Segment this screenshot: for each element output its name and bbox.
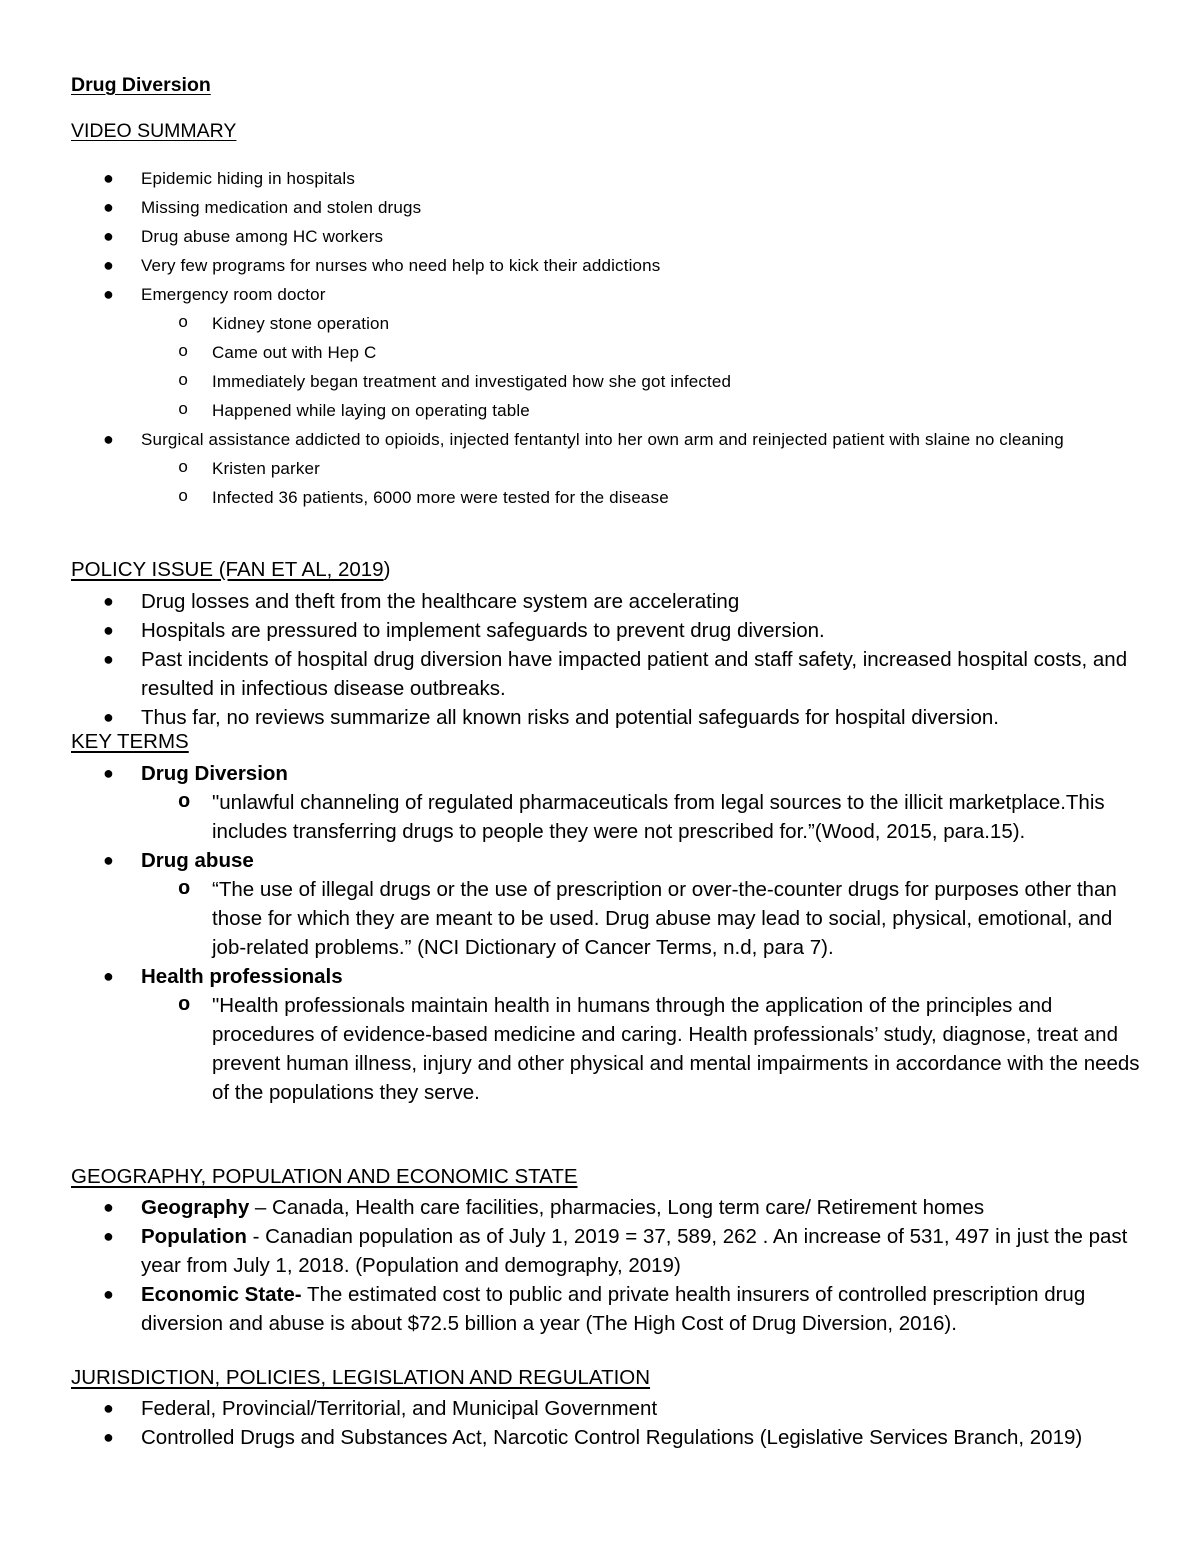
policy-issue-heading: POLICY ISSUE (FAN ET AL, 2019)	[71, 558, 391, 581]
jurisdiction-list	[71, 1394, 1141, 1452]
list-item: ● Missing medication and stolen drugs	[71, 193, 1141, 222]
circle-bullet-icon: o	[178, 372, 189, 391]
list-item: ● Surgical assistance addicted to opioids, injected fentantyl into her own arm and reinjected patient with slaine no cleaning	[71, 425, 1141, 454]
bullet-icon: ●	[103, 1284, 114, 1304]
list-item: ● Controlled Drugs and Substances Act, Narcotic Control Regulations (Legislative Services Branch, 2019)	[71, 1423, 1141, 1452]
document-title: Drug Diversion	[71, 74, 211, 96]
sub-list-item: o Kidney stone operation	[71, 309, 1141, 338]
circle-bullet-icon: o	[178, 459, 189, 478]
bullet-icon: ●	[103, 284, 115, 304]
circle-bullet-icon: o	[178, 488, 189, 507]
bullet-icon: ●	[103, 649, 114, 669]
bullet-icon: ●	[103, 763, 114, 783]
list-item: ● Population - Canadian population as of July 1, 2019 = 37, 589, 262 . An increase of 531, 497 in just the past year from July 1, 2018. (Population and demography, 2019)	[71, 1222, 1141, 1280]
list-item: ● Epidemic hiding in hospitals	[71, 164, 1141, 193]
circle-bullet-icon: o	[178, 314, 189, 333]
list-item: ● Drug losses and theft from the healthcare system are accelerating	[71, 587, 1141, 616]
circle-bullet-icon: o	[178, 878, 191, 901]
list-item: ● Geography – Canada, Health care facilities, pharmacies, Long term care/ Retirement homes	[71, 1193, 1141, 1222]
geography-list	[71, 1193, 1141, 1338]
list-item: ● Hospitals are pressured to implement safeguards to prevent drug diversion.	[71, 616, 1141, 645]
term-item: ● Health professionals	[71, 962, 1141, 991]
bullet-icon: ●	[103, 1197, 114, 1217]
bullet-icon: ●	[103, 255, 115, 275]
bullet-icon: ●	[103, 226, 115, 246]
list-item: ● Economic State- The estimated cost to public and private health insurers of controlled prescription drug diversion and abuse is about $72.5 billion a year (The High Cost of Drug Diversion, 2016).	[71, 1280, 1141, 1338]
sub-list-item: o Came out with Hep C	[71, 338, 1141, 367]
circle-bullet-icon: o	[178, 994, 191, 1017]
bullet-icon: ●	[103, 1398, 114, 1418]
sub-list-item: o Kristen parker	[71, 454, 1141, 483]
bullet-icon: ●	[103, 168, 115, 188]
list-item: ● Past incidents of hospital drug diversion have impacted patient and staff safety, increased hospital costs, and resulted in infectious disease outbreaks.	[71, 645, 1141, 703]
bullet-icon: ●	[103, 1226, 114, 1246]
bullet-icon: ●	[103, 966, 114, 986]
circle-bullet-icon: o	[178, 343, 189, 362]
bullet-icon: ●	[103, 707, 114, 727]
video-summary-list	[71, 164, 1141, 512]
list-item: ● Drug abuse among HC workers	[71, 222, 1141, 251]
video-summary-heading: VIDEO SUMMARY	[71, 120, 237, 142]
list-item: ● Federal, Provincial/Territorial, and Municipal Government	[71, 1394, 1141, 1423]
list-item: ● Thus far, no reviews summarize all known risks and potential safeguards for hospital diversion.	[71, 703, 1141, 732]
list-item: ● Emergency room doctor	[71, 280, 1141, 309]
definition-item: o "unlawful channeling of regulated pharmaceuticals from legal sources to the illicit marketplace.This includes transferring drugs to people they were not prescribed for.”(Wood, 2015, para.15).	[71, 788, 1141, 846]
definition-item: o "Health professionals maintain health in humans through the application of the principles and procedures of evidence-based medicine and caring. Health professionals’ study, diagnose, treat and prevent human illness, injury and other physical and mental impairments in accordance with the needs of the populations they serve.	[71, 991, 1141, 1107]
sub-list-item: o Infected 36 patients, 6000 more were tested for the disease	[71, 483, 1141, 512]
bullet-icon: ●	[103, 429, 115, 449]
bullet-icon: ●	[103, 850, 114, 870]
circle-bullet-icon: o	[178, 401, 189, 420]
key-terms-list	[71, 759, 1141, 1107]
bullet-icon: ●	[103, 620, 114, 640]
bullet-icon: ●	[103, 1427, 114, 1447]
circle-bullet-icon: o	[178, 791, 191, 814]
term-item: ● Drug Diversion	[71, 759, 1141, 788]
list-item: ● Very few programs for nurses who need help to kick their addictions	[71, 251, 1141, 280]
sub-list-item: o Happened while laying on operating table	[71, 396, 1141, 425]
bullet-icon: ●	[103, 197, 115, 217]
bullet-icon: ●	[103, 591, 114, 611]
geography-heading: GEOGRAPHY, POPULATION AND ECONOMIC STATE	[71, 1165, 578, 1188]
policy-issue-list	[71, 587, 1141, 732]
term-item: ● Drug abuse	[71, 846, 1141, 875]
jurisdiction-heading: JURISDICTION, POLICIES, LEGISLATION AND REGULATION	[71, 1366, 651, 1389]
sub-list-item: o Immediately began treatment and investigated how she got infected	[71, 367, 1141, 396]
definition-item: o “The use of illegal drugs or the use of prescription or over-the-counter drugs for purposes other than those for which they are meant to be used. Drug abuse may lead to social, physical, emotional, and job-related problems.” (NCI Dictionary of Cancer Terms, n.d, para 7).	[71, 875, 1141, 962]
key-terms-heading: KEY TERMS	[71, 730, 189, 753]
